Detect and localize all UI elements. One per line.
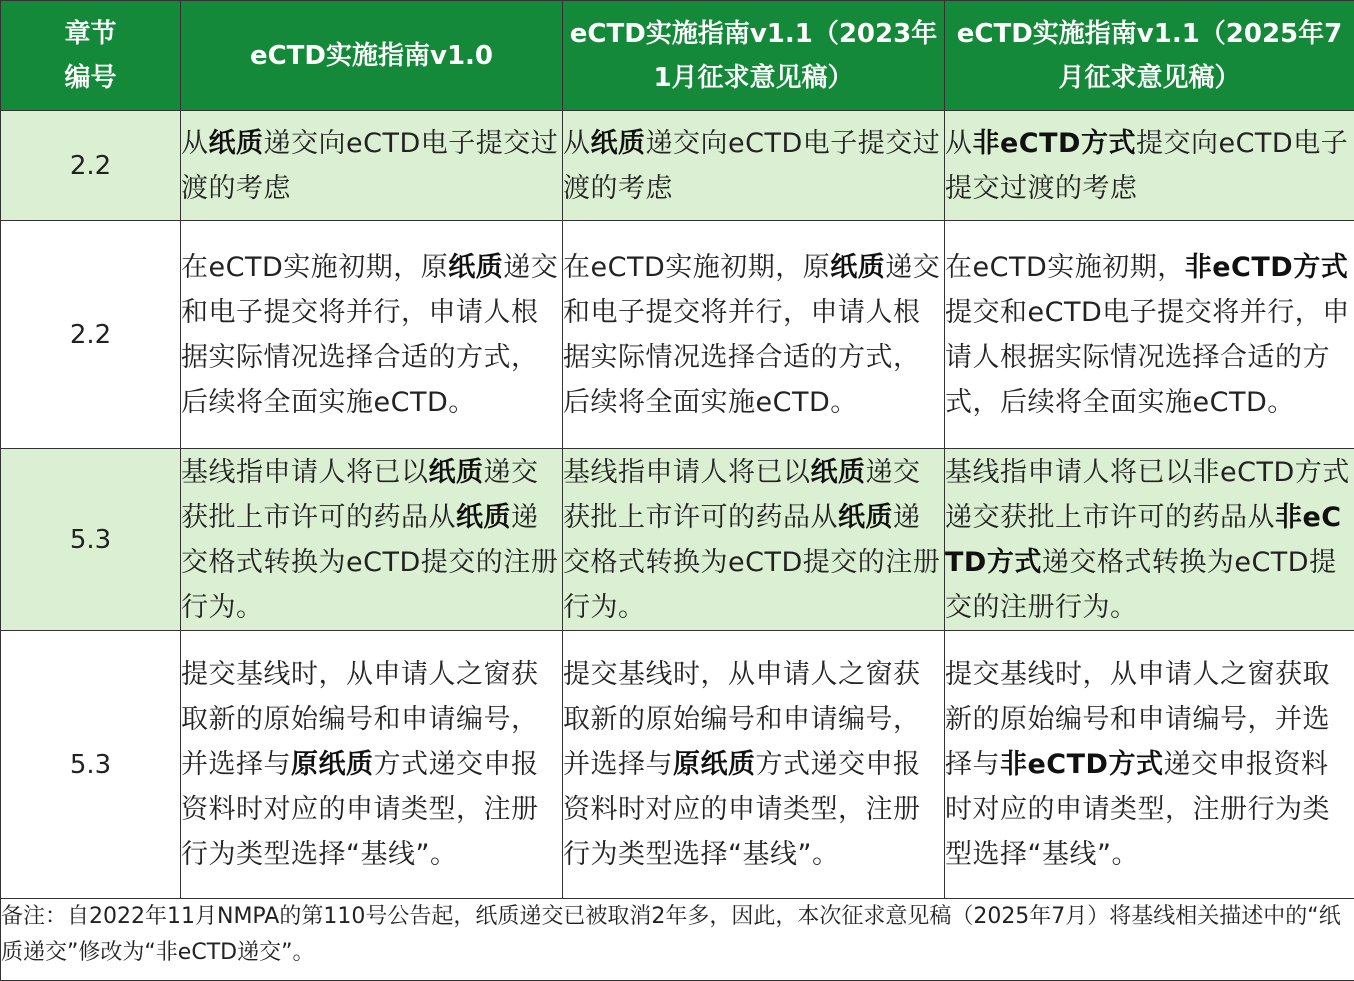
footnote: 备注：自2022年11月NMPA的第110号公告起，纸质递交已被取消2年多，因此，本次征求意见稿（2025年7月）将基线相关描述中的“纸质递交”修改为“非eCTD递交”。 (1, 899, 1354, 981)
cell-v1-1-2023 (563, 631, 945, 899)
cell-text: 提交和eCTD电子提交将并行，申请人根据实际情况选择合适的方式，后续将全面实施eCTD。 (945, 297, 1350, 418)
emphasized-text: 纸质 (591, 128, 646, 159)
cell-text: 递交格式转换为eCTD提交的注册行为。 (181, 502, 558, 623)
emphasized-text: 纸质 (838, 502, 893, 533)
cell-v1-0 (181, 111, 563, 221)
section-number: 5.3 (1, 631, 181, 899)
emphasized-text: 纸质 (811, 457, 866, 488)
emphasized-text: 非eCTD方式 (1000, 749, 1163, 780)
cell-text: 在eCTD实施初期，原 (181, 252, 448, 283)
emphasized-text: 纸质 (209, 128, 264, 159)
cell-text: 递交和电子提交将并行，申请人根据实际情况选择合适的方式，后续将全面实施eCTD。 (181, 252, 558, 418)
section-number: 2.2 (1, 221, 181, 449)
cell-v1-1-2025 (945, 111, 1354, 221)
cell-v1-1-2023 (563, 449, 945, 631)
cell-text: 基线指申请人将已以 (181, 457, 429, 488)
table-row (1, 631, 1354, 899)
emphasized-text: 原纸质 (673, 749, 756, 780)
cell-v1-1-2025 (945, 631, 1354, 899)
emphasized-text: 非eCTD方式 (1185, 252, 1348, 283)
cell-v1-0 (181, 631, 563, 899)
cell-v1-0 (181, 449, 563, 631)
table-row (1, 111, 1354, 221)
cell-text: 方式递交申报资料时对应的申请类型，注册行为类型选择“基线”。 (181, 749, 539, 870)
cell-text: 提交基线时，从申请人之窗获取新的原始编号和申请编号，并选择与 (563, 659, 921, 780)
cell-text: 从 (181, 128, 209, 159)
cell-v1-1-2025 (945, 449, 1354, 631)
cell-text: 基线指申请人将已以 (563, 457, 811, 488)
emphasized-text: 纸质 (448, 252, 503, 283)
emphasized-text: 非eCTD方式 (945, 502, 1342, 578)
cell-text: 从 (945, 128, 973, 159)
cell-text: 提交基线时，从申请人之窗获取新的原始编号和申请编号，并选择与 (181, 659, 539, 780)
cell-v1-1-2023 (563, 111, 945, 221)
cell-v1-1-2023 (563, 221, 945, 449)
note-row (1, 899, 1354, 981)
header-ectd-v1-0: eCTD实施指南v1.0 (181, 1, 563, 111)
emphasized-text: 纸质 (456, 502, 511, 533)
emphasized-text: 纸质 (429, 457, 484, 488)
emphasized-text: 非eCTD方式 (973, 128, 1136, 159)
cell-text: 在eCTD实施初期，原 (563, 252, 830, 283)
cell-text: 递交和电子提交将并行，申请人根据实际情况选择合适的方式，后续将全面实施eCTD。 (563, 252, 940, 418)
section-number: 5.3 (1, 449, 181, 631)
cell-text: 递交向eCTD电子提交过渡的考虑 (181, 128, 558, 204)
header-ectd-v1-1-2025: eCTD实施指南v1.1（2025年7月征求意见稿） (945, 1, 1354, 111)
cell-text: 递交获批上市许可的药品从 (181, 457, 539, 533)
emphasized-text: 原纸质 (291, 749, 374, 780)
cell-text: 基线指申请人将已以非eCTD方式递交获批上市许可的药品从 (945, 457, 1350, 533)
emphasized-text: 纸质 (830, 252, 885, 283)
cell-text: 提交向eCTD电子提交过渡的考虑 (945, 128, 1348, 204)
cell-text: 递交格式转换为eCTD提交的注册行为。 (945, 547, 1337, 623)
cell-text: 提交基线时，从申请人之窗获取新的原始编号和申请编号，并选择与 (945, 659, 1330, 780)
header-row (1, 1, 1354, 111)
section-number: 2.2 (1, 111, 181, 221)
cell-v1-1-2025 (945, 221, 1354, 449)
cell-text: 在eCTD实施初期， (945, 252, 1185, 283)
cell-text: 方式递交申报资料时对应的申请类型，注册行为类型选择“基线”。 (563, 749, 921, 870)
cell-v1-0 (181, 221, 563, 449)
cell-text: 从 (563, 128, 591, 159)
table-row (1, 221, 1354, 449)
cell-text: 递交申报资料时对应的申请类型，注册行为类型选择“基线”。 (945, 749, 1330, 870)
table-row (1, 449, 1354, 631)
cell-text: 递交获批上市许可的药品从 (563, 457, 921, 533)
header-ectd-v1-1-2023: eCTD实施指南v1.1（2023年1月征求意见稿） (563, 1, 945, 111)
cell-text: 递交向eCTD电子提交过渡的考虑 (563, 128, 940, 204)
header-section-number: 章节 编号 (1, 1, 181, 111)
cell-text: 递交格式转换为eCTD提交的注册行为。 (563, 502, 940, 623)
